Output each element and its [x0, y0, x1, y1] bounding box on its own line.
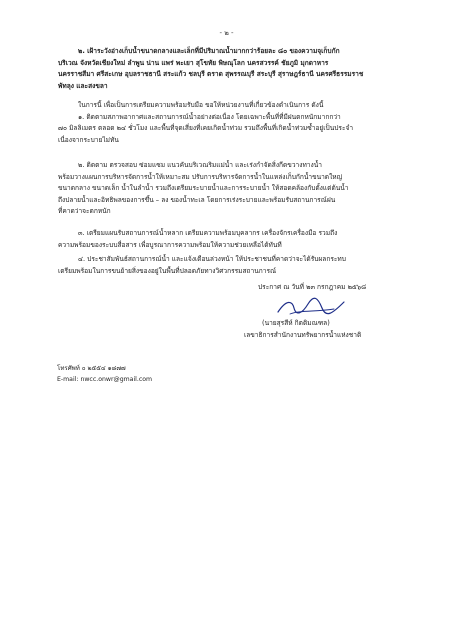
contact-phone: โทรศัพท์ ๐ ๒๕๕๔ ๑๘๗๗ — [57, 365, 126, 372]
paragraph-line: เตรียมพร้อมในการขนย้ายสิ่งของอยู่ในพื้นที่ปลอดภัยทางวิศวกรรมสถานการณ์ — [58, 266, 277, 275]
contact-email[interactable]: E-mail: nwcc.onwr@gmail.com — [57, 376, 153, 383]
signer-title: เลขาธิการสำนักงานทรัพยากรน้ำแห่งชาติ — [244, 331, 362, 339]
paragraph-line: พัทลุง และสงขลา — [58, 81, 108, 90]
signer-name: (นายสุรสีห์ กิตติมณฑล) — [262, 319, 330, 327]
paragraph-line: ๔. ประชาสัมพันธ์สถานการณ์น้ำ และแจ้งเตือนล่วงหน้า ให้ประชาชนที่คาดว่าจะได้รับผลกระทบ — [78, 255, 346, 263]
paragraph-line: ขนาดกลาง ขนาดเล็ก น้ำในลำน้ำ รวมถึงเตรียมระบายน้ำและการระบายน้ำ ให้สอดคล้องกับตั้งแต่ต้นน้ำ — [58, 184, 349, 193]
preparation-paragraph — [58, 100, 403, 146]
paragraph-line: ในการนี้ เพื่อเป็นการเตรียมความพร้อมรับมือ ขอให้หน่วยงานที่เกี่ยวข้องดำเนินการ ดังนี้ — [78, 101, 324, 109]
signature-image — [272, 294, 352, 320]
paragraph-line: ๓. เตรียมแผนรับสถานการณ์น้ำหลาก เตรียมความพร้อมบุคลากร เครื่องจักรเครื่องมือ รวมถึง — [78, 229, 338, 237]
page-number: - ๒ - — [219, 29, 234, 37]
paragraph-line: ๒. เฝ้าระวังอ่างเก็บน้ำขนาดกลางและเล็กที่มีปริมาณน้ำมากกว่าร้อยละ ๘๐ ของความจุเก็บกัก — [78, 47, 340, 55]
paragraph-line: ความพร้อมของระบบสื่อสาร เพื่อบูรณาการความพร้อมให้ความช่วยเหลือได้ทันที — [58, 240, 282, 249]
paragraph-line: บริเวณ จังหวัดเชียงใหม่ ลำพูน น่าน แพร่ พะเยา สุโขทัย พิษณุโลก นครสวรรค์ ชัยภูมิ มุกดาหาร — [58, 58, 329, 67]
paragraph-line: ที่คาดว่าจะตกหนัก — [58, 207, 111, 216]
paragraph-line: พร้อมวางแผนการบริหารจัดการน้ำให้เหมาะสม ปรับการบริหารจัดการน้ำในแหล่งเก็บกักน้ำขนาดใหญ่ — [58, 172, 343, 181]
paragraph-line: นครราชสีมา ศรีสะเกษ อุบลราชธานี สระแก้ว ชลบุรี ตราด สุพรรณบุรี สระบุรี สุราษฎร์ธานี นครศรีธรรมราช — [58, 70, 364, 79]
reservoir-watch-paragraph — [58, 46, 403, 92]
public-relations-paragraph — [58, 254, 403, 277]
announcement-date: ประกาศ ณ วันที่ ๒๓ กรกฎาคม ๒๕๖๘ — [258, 283, 367, 291]
paragraph-line: เนื่องจากระบายไม่ทัน — [58, 135, 119, 144]
paragraph-line: ถึงปลายน้ำและอิทธิพลของการขึ้น – ลง ของน้ำทะเล โดยการเร่งระบายและพร้อมรับสถานการณ์ฝน — [58, 195, 336, 204]
paragraph-line: ๗๐ มิลลิเมตร ตลอด ๒๔ ชั่วโมง และพื้นที่จุดเสี่ยงที่เคยเกิดน้ำท่วม รวมถึงพื้นที่เกิดน้ำท่วมซ้ำอยู่เป็นประจำ — [58, 124, 354, 133]
monitoring-paragraph — [58, 160, 403, 218]
paragraph-line: ๒. ติดตาม ตรวจสอบ ซ่อมแซม แนวคันบริเวณริมแม่น้ำ และเร่งกำจัดสิ่งกีดขวางทางน้ำ — [78, 161, 322, 169]
paragraph-line: ๑. ติดตามสภาพอากาศและสถานการณ์น้ำอย่างต่อเนื่อง โดยเฉพาะพื้นที่ที่มีฝนตกหนักมากกว่า — [78, 112, 341, 121]
readiness-paragraph — [58, 228, 403, 251]
